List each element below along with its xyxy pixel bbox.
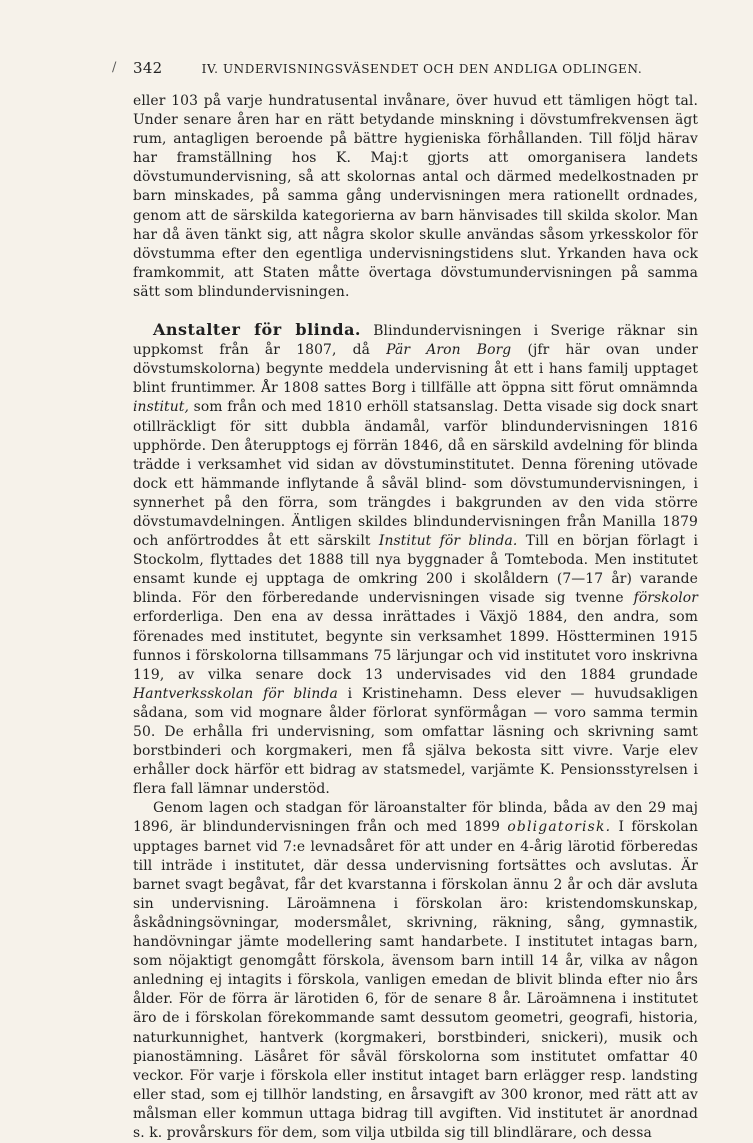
italic-term: Institut för blinda. [378, 533, 518, 550]
text-run: Genom lagen och stadgan för läroanstalter för blinda, båda av den 29 maj 1896, är blindundervisningen från och med 1899 [133, 800, 698, 836]
italic-term: Hantverksskolan för blinda [133, 685, 338, 702]
italic-term: förskolor [633, 590, 698, 607]
paragraph-deaf-education: eller 103 på varje hundratusental invånare, över huvud ett tämligen högt tal. Under senare åren har en rätt betydande minskning i dövstumfrekvensen ägt rum, antagligen beroende på bättre hygieniska förhållanden. Till följd härav har framställning hos K. Maj:t gjorts att omorganisera landets dövstumundervisning, så att skolornas antal och därmed medelkostnaden pr barn minskades, på samma gång undervisningen mera rationellt ordnades, genom att de särskilda kategorierna av barn hänvisades till skilda skolor. Man har då även tänkt sig, att några skolor skulle användas såsom yrkesskolor för dövstumma efter den egentliga undervisningstidens slut. Yrkanden hava ock framkommit, att Staten måtte övertaga dövstumundervisningen på samma sätt som blindundervisningen. [133, 93, 698, 300]
paragraph-blind-institutions [133, 320, 698, 799]
text-run: Blindundervisningen i Sverige räknar sin uppkomst från år 1807, då [133, 323, 698, 359]
paragraph-blind-law [133, 799, 698, 1143]
margin-mark: / [112, 60, 117, 75]
text-run: (jfr här ovan under dövstumskolorna) begynte meddela undervisning åt ett i hans familj upptaget blint fruntimmer. År 1808 sattes Borg i tillfälle att öppna sitt förut omnämnda [133, 342, 699, 397]
running-header [133, 59, 673, 77]
text-run: som från och med 1810 erhöll statsanslag. Detta visade sig dock snart otillräckligt för sitt dubbla ändamål, varför blindundervisningen 1816 upphörde. Den återupptogs ej förrän 1846, då en särskild avdelning för blinda trädde i verksamhet vid sidan av dövstuminstitutet. Denna förening utövade dock ett hämmande inflytande å såväl blind- som dövstumundervisningen, i synnerhet på den förra, som trängdes i bakgrunden av den vida större dövstumavdelningen. Äntligen skildes blindundervisningen från Manilla 1879 och anförtroddes åt ett särskilt [133, 399, 698, 550]
text-run: Till en början förlagt i Stockolm, flyttades det 1888 till nya byggnader å Tomteboda. Men institutet ensamt kunde ej upptaga de omkring 200 i skolåldern (7—17 år) varande blinda. För den förberedande undervisningen visade sig tvenne [133, 533, 698, 607]
running-title: IV. UNDERVISNINGSVÄSENDET OCH DEN ANDLIGA ODLINGEN. [201, 62, 643, 76]
text-run: i Kristinehamn. Dess elever — huvudsakligen sådana, som vid mognare ålder förlorat synförmågan — voro samma termin 50. De erhålla fri undervisning, som omfattar läsning och skrivning samt borstbinderi och korgmakeri, men få själva bekosta sitt vivre. Varje elev erhåller dock härför ett bidrag av statsmedel, varjämte K. Pensionsstyrelsen i flera fall lämnar understöd. [133, 685, 698, 798]
italic-term: obligatorisk. [507, 819, 612, 836]
page-number: 342 [133, 59, 163, 77]
italic-term: Pär Aron Borg [386, 342, 512, 359]
text-run: erforderliga. Den ena av dessa inrättades i Växjö 1884, den andra, som förenades med institutet, begynte sin verksamhet 1899. Höstterminen 1915 funnos i förskolorna tillsammans 75 lärjungar och vid institutet voro inskrivna 119, av vilka senare dock 13 undervisades vid den 1884 grundade [133, 609, 698, 683]
page-body [133, 92, 698, 1143]
text-run: I förskolan upptages barnet vid 7:e levnadsåret för att under en 4-årig lärotid förberedas till inträde i institutet, där dessa undervisning fortsättes och avslutas. Är barnet svagt begåvat, får det kvarstanna i förskolan ännu 2 år och där avsluta sin undervisning. Läroämnena i förskolan äro: kristendomskunskap, åskådningsövningar, modersmålet, skrivning, räkning, sång, gymnastik, handövningar jämte modellering samt handarbete. I institutet intagas barn, som nöjaktigt genomgått förskola, ävensom barn intill 14 år, vilka av någon anledning ej intagits i förskola, vanligen emedan de blivit blinda efter nio års ålder. För de förra är lärotiden 6, för de senare 8 år. Läroämnena i institutet äro de i förskolan förekommande samt dessutom geometri, geografi, historia, naturkunnighet, hantverk (korgmakeri, borstbinderi, snickeri), musik och pianostämning. Läsåret för såväl förskolorna som institutet omfattar 40 veckor. För varje i förskola eller institut intaget barn erlägger resp. landsting eller stad, som ej tillhör landsting, en årsavgift av 300 kronor, med rätt att av målsman eller kommun uttaga bidrag till avgiften. Vid institutet är anordnad s. k. provårskurs för dem, som vilja utbilda sig till blindlärare, och dessa [133, 819, 698, 1141]
section-heading: Anstalter för blinda. [153, 320, 362, 340]
italic-term: institut, [133, 399, 189, 416]
